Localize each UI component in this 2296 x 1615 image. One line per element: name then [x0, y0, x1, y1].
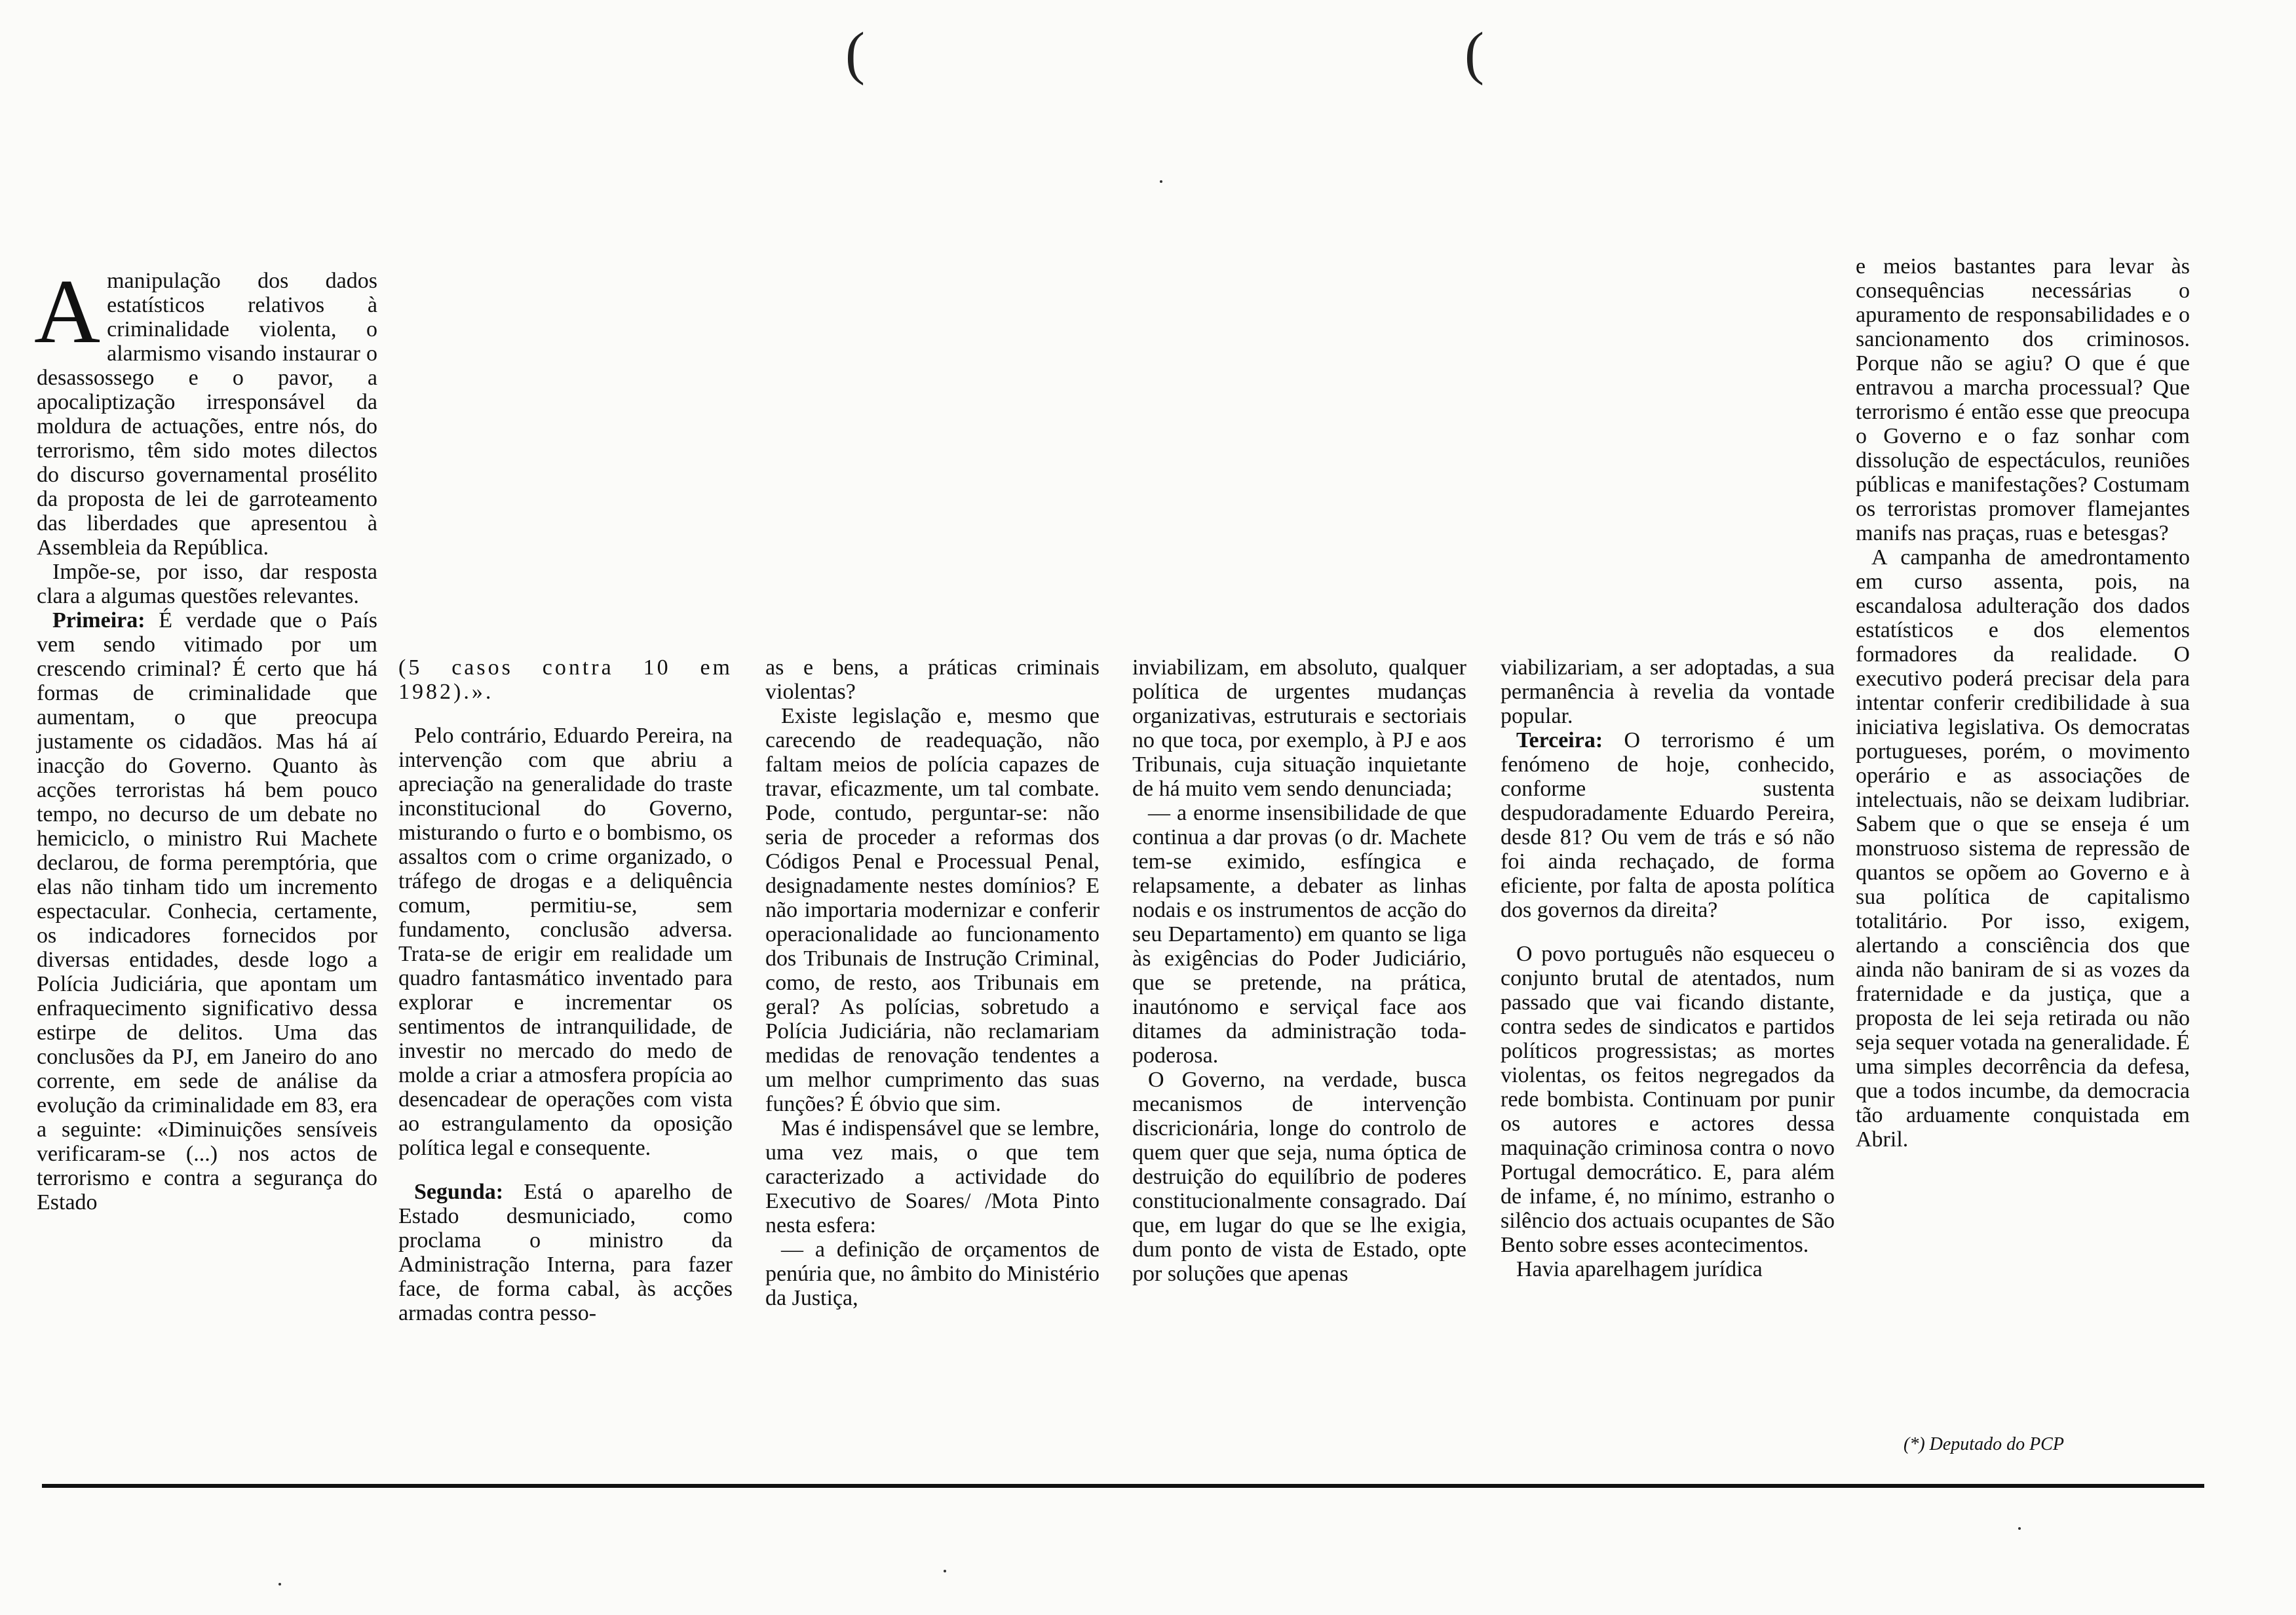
article-column-5: [1501, 655, 1835, 1281]
bottom-rule: [42, 1484, 2204, 1488]
drop-cap: A: [34, 261, 101, 362]
article-paragraph: Havia aparelhagem jurídica: [1516, 1257, 1763, 1281]
article-intro-paragraph: [34, 261, 377, 560]
article-text: O terrorismo é um fenómeno de hoje, conhecido, conforme sustenta despudoradamente Eduardo Pereira, desde 81? Ou vem de trás e só não foi ainda rechaçado, de forma eficiente, por falta de aposta política dos governos da direita?: [1501, 728, 1835, 922]
article-paragraph: — a definição de orçamentos de penúria que, no âmbito do Ministério da Justiça,: [765, 1237, 1100, 1310]
article-paragraph: A campanha de amedrontamento em curso assenta, pois, na escandalosa adulteração dos dados estatísticos e dos elementos formadores da realidade. O executivo poderá precisar dela para intentar conferir credibilidade à sua iniciativa legislativa. Os democratas portugueses, porém, o movimento operário e as associações de intelectuais, não se deixam ludibriar. Sabem que o que se enseja é um monstruoso sistema de repressão de quantos se opõem ao Governo e à sua política de capitalismo totalitário. Por isso, exigem, alertando a consciência dos que ainda não baniram de si as vozes da fraternidade e da justiça, que a proposta de lei seja retirada ou não seja sequer votada na generalidade. É uma simples decorrência da defesa, que a todos incumbe, da democracia tão arduamente conquistada em Abril.: [1856, 545, 2190, 1152]
article-paragraph: [1501, 728, 1835, 922]
scan-speck: [278, 1583, 281, 1586]
article-column-1: [34, 261, 377, 1215]
scan-mark-right: (: [1464, 21, 1484, 86]
article-paragraph: Mas é indispensável que se lembre, uma vez mais, o que tem caracterizado a actividade do Executivo de Soares/ /Mota Pinto nesta esfera:: [765, 1116, 1100, 1237]
author-footnote: (*) Deputado do PCP: [1904, 1434, 2064, 1454]
article-paragraph: e meios bastantes para levar às consequências necessárias o apuramento de responsabilidades e o sancionamento dos criminosos. Porque não se agiu? O que é que entravou a marcha processual? Que terrorismo é então esse que preocupa o Governo e o faz sonhar com dissolução de espectáculos, reuniões públicas e manifestações? Costumam os terroristas promover flamejantes manifs nas praças, ruas e betesgas?: [1856, 254, 2190, 545]
scan-speck: [1160, 180, 1162, 183]
question-lead: Primeira:: [52, 608, 145, 632]
article-paragraph: inviabilizam, em absoluto, qualquer política de urgentes mudanças organizativas, estruturais e sectoriais no que toca, por exemplo, à PJ e aos Tribunais, cuja situação inquietante de há muito vem sendo denunciada;: [1132, 655, 1466, 801]
article-paragraph: viabilizariam, a ser adoptadas, a sua permanência à revelia da vontade popular.: [1501, 655, 1835, 728]
article-paragraph: Existe legislação e, mesmo que carecendo de readequação, não faltam meios de polícia capazes de travar, eficazmente, um tal combate. Pode, contudo, perguntar-se: não seria de proceder a reformas dos Códigos Penal e Processual Penal, designadamente nestes domínios? E não importaria modernizar e conferir operacionalidade ao funcionamento dos Tribunais de Instrução Criminal, como, de resto, aos Tribunais em geral? As polícias, sobretudo a Polícia Judiciária, não reclamariam medidas de renovação tendentes a um melhor cumprimento das suas funções? É óbvio que sim.: [765, 704, 1100, 1116]
article-paragraph: Pelo contrário, Eduardo Pereira, na intervenção com que abriu a apreciação na generalidade do traste inconstitucional do Governo, misturando o furto e o bombismo, os assaltos com o crime organizado, o tráfego de drogas e a deliquência comum, permitiu-se, sem fundamento, conclusão adversa. Trata-se de erigir em realidade um quadro fantasmático inventado para explorar e incrementar os sentimentos de intranquilidade, de investir no mercado do medo de molde a criar a atmosfera propícia ao desencadear de operações com vista ao estrangulamento da oposição política legal e consequente.: [398, 724, 733, 1160]
question-lead: Terceira:: [1516, 728, 1603, 752]
article-paragraph: as e bens, a práticas criminais violentas?: [765, 655, 1100, 704]
article-column-3: [765, 655, 1100, 1310]
scan-speck: [944, 1570, 946, 1572]
article-paragraph: [398, 1180, 733, 1325]
article-paragraph: O Governo, na verdade, busca mecanismos de intervenção discricionária, longe do controlo de quem quer que seja, numa óptica de destruição do equilíbrio de poderes constitucionalmente consagrado. Daí que, em lugar do que se lhe exigia, dum ponto de vista de Estado, opte por soluções que apenas: [1132, 1068, 1466, 1286]
article-text: Está o aparelho de Estado desmuniciado, como proclama o ministro da Administração Interna, para fazer face, de forma cabal, às acções armadas contra pesso-: [398, 1180, 733, 1325]
article-text: manipulação dos dados estatísticos relativos à criminalidade violenta, o alarmismo visando instaurar o desassossego e o pavor, a apocaliptização irresponsável da moldura de actuações, entre nós, do terrorismo, têm sido motes dilectos do discurso governamental prosélito da proposta de lei de garroteamento das liberdades que apresentou à Assembleia da República.: [37, 269, 377, 560]
article-column-4: [1132, 655, 1466, 1286]
article-paragraph: O povo português não esqueceu o conjunto brutal de atentados, num passado que vai ficando distante, contra sedes de sindicatos e partidos políticos progressistas; as mortes violentas, os feitos negregados da rede bombista. Continuam por punir os autores e actores dessa maquinação criminosa contra o novo Portugal democrático. E, para além de infame, é, no mínimo, estranho o silêncio dos actuais ocupantes de São Bento sobre esses acontecimentos.: [1501, 942, 1835, 1257]
article-column-2: [398, 655, 733, 1325]
article-column-6: [1856, 254, 2190, 1152]
article-paragraph: Impõe-se, por isso, dar resposta clara a algumas questões relevantes.: [37, 560, 377, 608]
question-lead: Segunda:: [414, 1180, 504, 1204]
article-paragraph: [37, 608, 377, 1215]
article-paragraph: — a enorme insensibilidade de que continua a dar provas (o dr. Machete tem-se eximido, esfíngica e relapsamente, a debater as linhas nodais e os instrumentos de acção do seu Departamento) em quanto se liga às exigências do Poder Judiciário, que se pretende, na prática, inautónomo e serviçal face aos ditames da administração toda-poderosa.: [1132, 801, 1466, 1068]
article-paragraph: (5 casos contra 10 em 1982).».: [398, 655, 733, 704]
scan-mark-left: (: [845, 21, 865, 86]
article-text: É verdade que o País vem sendo vitimado por um crescendo criminal? É certo que há formas de criminalidade que aumentam, o que preocupa justamente os cidadãos. Mas há aí inacção do Governo. Quanto às acções terroristas há bem pouco tempo, no decurso de um debate no hemiciclo, o ministro Rui Machete declarou, de forma peremptória, que elas não tinham tido um incremento espectacular. Conhecia, certamente, os indicadores fornecidos por diversas entidades, desde logo a Polícia Judiciária, que apontam um enfraquecimento significativo dessa estirpe de delitos. Uma das conclusões da PJ, em Janeiro do ano corrente, em sede de análise da evolução da criminalidade em 83, era a seguinte: «Diminuições sensíveis verificaram-se (...) nos actos de terrorismo e contra a segurança do Estado: [37, 608, 377, 1215]
scan-speck: [2018, 1527, 2021, 1530]
